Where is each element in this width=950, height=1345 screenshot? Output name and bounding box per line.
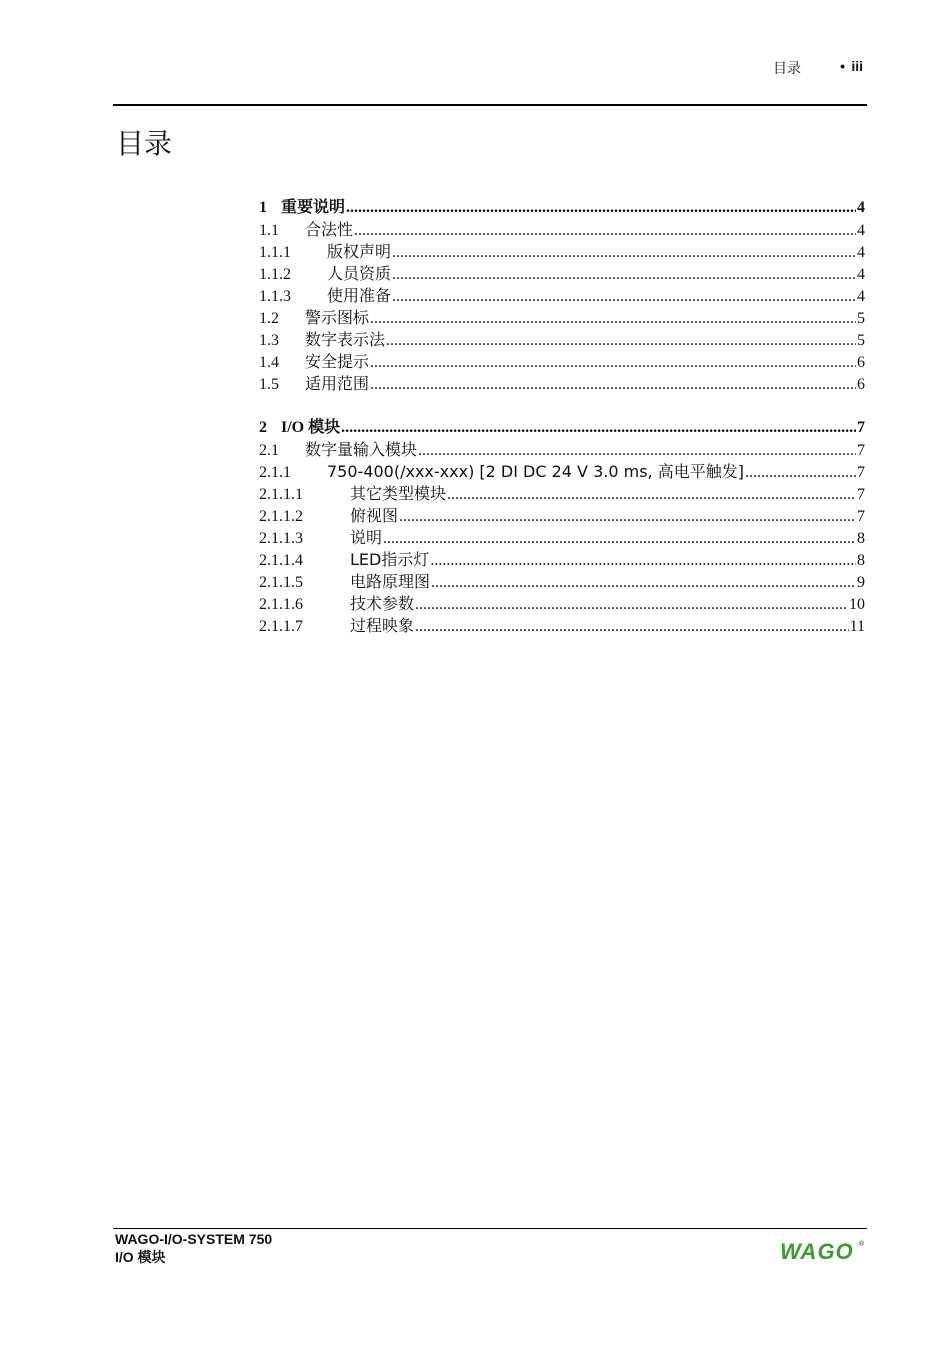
toc-entry-page: 10 — [849, 596, 865, 613]
toc-entry-title: I/O 模块 — [281, 419, 341, 436]
toc-entry-title: 安全提示 — [305, 352, 370, 371]
page-title: 目录 — [116, 127, 173, 160]
footer-rule — [113, 1228, 867, 1229]
toc-entry-title: 数字量输入模块 — [305, 440, 418, 459]
toc-entry-title: 电路原理图 — [350, 572, 431, 591]
toc-entry-page: 7 — [857, 442, 865, 459]
toc-entry-number: 2.1.1.7 — [259, 618, 303, 635]
toc-entry-page: 8 — [857, 530, 865, 547]
header-bullet: • — [840, 58, 845, 74]
wago-logo — [780, 1238, 866, 1264]
toc-leader-dots — [392, 242, 856, 264]
toc-entry-number: 2.1.1.4 — [259, 552, 303, 569]
toc-entry[interactable] — [259, 351, 865, 373]
toc-entry[interactable] — [259, 417, 865, 439]
toc-entry-title: 合法性 — [305, 220, 354, 239]
toc-entry[interactable] — [259, 593, 865, 615]
toc-leader-dots — [399, 506, 856, 528]
toc-leader-dots — [745, 462, 856, 484]
toc-entry[interactable] — [259, 505, 865, 527]
toc-leader-dots — [447, 484, 856, 506]
toc-entry-number: 1.5 — [259, 376, 279, 393]
toc-entry-page: 8 — [857, 552, 865, 569]
toc-entry-title: 人员资质 — [327, 264, 392, 283]
toc-entry[interactable] — [259, 219, 865, 241]
toc-leader-dots — [354, 220, 856, 242]
toc-entry[interactable] — [259, 549, 865, 571]
toc-leader-dots — [415, 594, 848, 616]
toc-leader-dots — [341, 417, 856, 439]
toc-entry-page: 4 — [857, 244, 865, 261]
toc-leader-dots — [431, 572, 856, 594]
toc-entry-number: 2.1.1.5 — [259, 574, 303, 591]
toc-entry-number: 1.1.2 — [259, 266, 291, 283]
toc-entry-title: 数字表示法 — [305, 330, 386, 349]
footer-system-name: WAGO-I/O-SYSTEM 750 — [115, 1231, 273, 1247]
toc-entry-title: 其它类型模块 — [350, 484, 447, 503]
toc-leader-dots — [415, 616, 849, 638]
toc-entry-page: 7 — [857, 508, 865, 525]
toc-entry-page: 4 — [857, 266, 865, 283]
toc-entry[interactable] — [259, 461, 865, 483]
header-page-number: iii — [851, 58, 863, 74]
toc-leader-dots — [370, 374, 856, 396]
toc-entry-title: 技术参数 — [350, 594, 415, 613]
toc-entry-number: 1 — [259, 199, 267, 216]
header-rule — [113, 104, 867, 106]
toc-entry-number: 2 — [259, 419, 267, 436]
toc-entry-page: 4 — [857, 288, 865, 305]
toc-entry-page: 6 — [857, 376, 865, 393]
toc-entry-page: 7 — [857, 419, 865, 436]
toc-leader-dots — [370, 308, 856, 330]
toc-entry-title: 版权声明 — [327, 242, 392, 261]
toc-entry-page: 4 — [857, 222, 865, 239]
page-header — [113, 56, 867, 78]
toc-leader-dots — [386, 330, 856, 352]
toc-entry-title: 750-400(/xxx-xxx) [2 DI DC 24 V 3.0 ms, 高电平触发] — [327, 462, 744, 481]
toc-entry-number: 1.1.3 — [259, 288, 291, 305]
footer — [115, 1230, 272, 1266]
toc-entry[interactable] — [259, 615, 865, 637]
toc-entry-title: 使用准备 — [327, 286, 392, 305]
toc-entry-title: 警示图标 — [305, 308, 370, 327]
wago-logo-text: WAGO — [780, 1239, 854, 1264]
toc-leader-dots — [346, 197, 856, 219]
toc-entry[interactable] — [259, 285, 865, 307]
toc-entry-title: 俯视图 — [350, 506, 399, 525]
toc-leader-dots — [430, 550, 856, 572]
toc-entry-number: 1.1.1 — [259, 244, 291, 261]
toc-entry[interactable] — [259, 571, 865, 593]
toc-entry-title: 过程映象 — [350, 616, 415, 635]
toc-entry-number: 1.1 — [259, 222, 279, 239]
toc-entry[interactable] — [259, 241, 865, 263]
toc-entry-page: 4 — [857, 199, 865, 216]
wago-logo-mark: ® — [859, 1241, 865, 1248]
toc-leader-dots — [418, 440, 856, 462]
toc-leader-dots — [383, 528, 856, 550]
toc-entry-number: 1.4 — [259, 354, 279, 371]
toc-entry-title: 重要说明 — [281, 199, 346, 216]
toc-entry-page: 9 — [857, 574, 865, 591]
toc-entry-page: 11 — [849, 618, 865, 635]
toc-leader-dots — [392, 286, 856, 308]
toc-entry[interactable] — [259, 373, 865, 395]
toc-entry-number: 2.1.1.6 — [259, 596, 303, 613]
toc-entry[interactable] — [259, 329, 865, 351]
toc-entry[interactable] — [259, 197, 865, 219]
toc-entry-number: 1.3 — [259, 332, 279, 349]
toc-entry-page: 5 — [857, 310, 865, 327]
toc-entry-number: 2.1.1.3 — [259, 530, 303, 547]
toc-entry-title: LED指示灯 — [350, 550, 430, 569]
footer-subtitle — [115, 1248, 272, 1266]
toc-entry[interactable] — [259, 439, 865, 461]
toc-entry[interactable] — [259, 263, 865, 285]
toc-entry-number: 2.1.1 — [259, 464, 291, 481]
toc-entry-number: 1.2 — [259, 310, 279, 327]
footer-subtitle-text: I/O 模块 — [115, 1249, 166, 1265]
toc-entry-title: 适用范围 — [305, 374, 370, 393]
toc-entry-number: 2.1.1.2 — [259, 508, 303, 525]
toc-entry-page: 7 — [857, 486, 865, 503]
toc-entry[interactable] — [259, 527, 865, 549]
toc-entry-title: 说明 — [350, 528, 383, 547]
toc-entry-number: 2.1.1.1 — [259, 486, 303, 503]
header-section-title: 目录 — [773, 60, 801, 76]
toc-entry-page: 5 — [857, 332, 865, 349]
toc-entry[interactable] — [259, 483, 865, 505]
toc-leader-dots — [370, 352, 856, 374]
toc-entry-page: 6 — [857, 354, 865, 371]
toc-leader-dots — [392, 264, 856, 286]
toc-entry[interactable] — [259, 307, 865, 329]
toc-entry-page: 7 — [857, 464, 865, 481]
toc-entry-number: 2.1 — [259, 442, 279, 459]
